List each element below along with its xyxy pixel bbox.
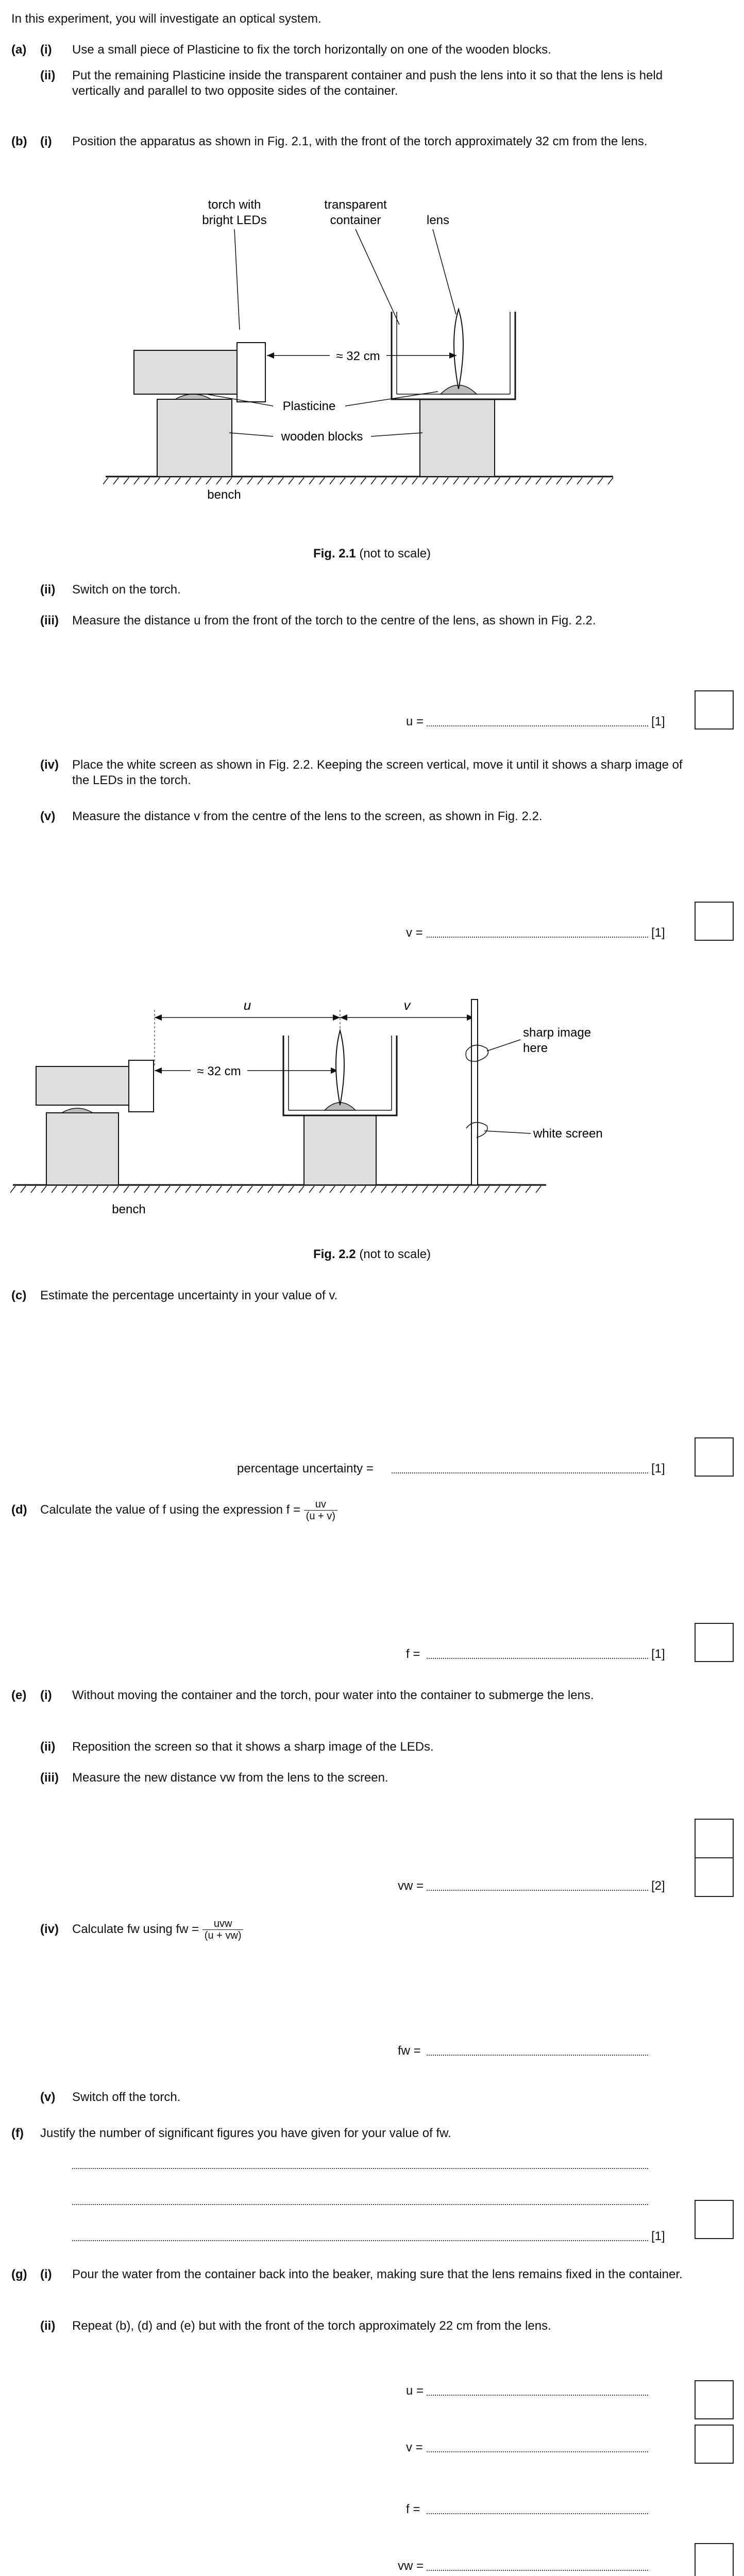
fig2-label-white-screen: white screen: [533, 1127, 603, 1141]
q-e-iv-label: (iv): [40, 1922, 59, 1936]
fig2-label-sharp-line1: sharp image: [523, 1026, 591, 1040]
q-b-iii-text: Measure the distance u from the front of the torch to the centre of the lens, as shown in Fig. 2.2.: [72, 614, 596, 628]
mark-box-b-iii: [695, 690, 734, 730]
q-b-iii-label: (iii): [40, 614, 59, 628]
v-marks: [1]: [651, 926, 665, 940]
fig2-caption: [0, 1247, 744, 1262]
q-a-i-label: (i): [40, 43, 52, 57]
g-u-line[interactable]: [427, 2395, 648, 2396]
q-b-i-text: Position the apparatus as shown in Fig. 2.1, with the front of the torch approximately 32 cm from the lens.: [72, 134, 648, 148]
q-d-fraction: [304, 1499, 337, 1522]
q-e-i-label: (i): [40, 1688, 52, 1702]
figure-2-2: [10, 979, 690, 1236]
q-g-ii-text: Repeat (b), (d) and (e) but with the front of the torch approximately 22 cm from the lens.: [72, 2319, 551, 2333]
q-e-label: (e): [11, 1688, 27, 1702]
f-answer-label: f =: [406, 1647, 420, 1661]
vw-answer-line[interactable]: [427, 1890, 648, 1891]
fig2-label-sharp-line2: here: [523, 1041, 548, 1055]
q-c-label: (c): [11, 1289, 27, 1302]
g-f-label: f =: [406, 2502, 420, 2516]
q-e-iii-text: Measure the new distance vw from the lens to the screen.: [72, 1771, 388, 1785]
fig1-caption: [0, 546, 744, 562]
q-g-label: (g): [11, 2267, 27, 2281]
q-b-iv-label: (iv): [40, 758, 59, 772]
q-e-frac-num: uvw: [202, 1918, 244, 1930]
q-b-v-text: Measure the distance v from the centre of the lens to the screen, as shown in Fig. 2.2.: [72, 809, 543, 823]
q-f-label: (f): [11, 2126, 24, 2140]
f-marks: [1]: [651, 2229, 665, 2243]
fig2-wooden-block-left: [46, 1113, 119, 1185]
g-v-line[interactable]: [427, 2451, 648, 2452]
q-e-ii-label: (ii): [40, 1740, 56, 1754]
q-c-text: Estimate the percentage uncertainty in your value of v.: [40, 1289, 338, 1302]
q-b-label: (b): [11, 134, 27, 148]
fig2-white-screen: [471, 999, 478, 1185]
c-marks: [1]: [651, 1462, 665, 1476]
q-f-text: Justify the number of significant figures you have given for your value of fw.: [40, 2126, 451, 2140]
q-d-text-main: Calculate the value of f using the expression f =: [40, 1503, 300, 1517]
fig2-bench-hatching: [10, 1186, 541, 1193]
fig1-label-container-line1: transparent: [324, 198, 387, 212]
e-vw-marks: [2]: [651, 1879, 665, 1893]
mark-box-g-2: [695, 2425, 734, 2464]
c-answer-label: percentage uncertainty =: [237, 1462, 374, 1476]
u-marks: [1]: [651, 715, 665, 728]
fig2-label-u: u: [243, 997, 251, 1013]
q-b-ii-label: (ii): [40, 583, 56, 597]
q-e-fraction: [202, 1918, 244, 1941]
q-e-v-label: (v): [40, 2090, 56, 2104]
mark-box-b-v: [695, 902, 734, 941]
fig2-torch: [36, 1066, 129, 1105]
fig1-label-lens: lens: [426, 213, 450, 227]
mark-box-c: [695, 1437, 734, 1477]
q-a-ii-text: Put the remaining Plasticine inside the transparent container and push the lens into it so that the lens is held vertically and parallel to two opposite sides of the container.: [72, 69, 663, 98]
f-answer-line[interactable]: [427, 1658, 648, 1659]
fw-answer-line[interactable]: [427, 2055, 648, 2056]
q-d-text: [40, 1497, 337, 1523]
f-answer-line-3[interactable]: [72, 2240, 648, 2241]
mark-box-f: [695, 2200, 734, 2239]
q-g-ii-label: (ii): [40, 2319, 56, 2333]
fig1-label-torch-line2: bright LEDs: [202, 213, 267, 227]
g-u-label: u =: [406, 2384, 424, 2398]
q-a-ii-label: (ii): [40, 69, 56, 82]
v-answer-line[interactable]: [427, 937, 648, 938]
fig2-caption-bold: Fig. 2.2: [313, 1247, 356, 1261]
fig1-label-torch-line1: torch with: [208, 198, 261, 212]
fig1-label-bench: bench: [207, 488, 241, 502]
g-vw-label: vw =: [398, 2559, 424, 2573]
fig2-label-v: v: [403, 997, 411, 1013]
fig2-label-distance: ≈ 32 cm: [197, 1064, 241, 1078]
q-g-i-label: (i): [40, 2267, 52, 2281]
fig1-lens: [454, 309, 463, 389]
fig2-lens: [336, 1030, 344, 1105]
fig2-caption-rest: (not to scale): [359, 1247, 431, 1261]
mark-box-g-3: [695, 2543, 734, 2576]
fig1-label-container-line2: container: [330, 213, 381, 227]
q-b-v-label: (v): [40, 809, 56, 823]
f-answer-line-2[interactable]: [72, 2204, 648, 2205]
fig1-bench-hatching: [103, 478, 613, 484]
q-g-i-text: Pour the water from the container back into the beaker, making sure that the lens remains fixed in the container.: [72, 2267, 683, 2281]
q-e-v-text: Switch off the torch.: [72, 2090, 181, 2104]
v-answer-label: v =: [406, 926, 423, 940]
fig1-label-wooden-blocks: wooden blocks: [281, 430, 363, 444]
u-answer-label: u =: [406, 715, 424, 728]
q-a-i-text: Use a small piece of Plasticine to fix the torch horizontally on one of the wooden blocks.: [72, 43, 551, 57]
g-vw-line[interactable]: [427, 2570, 648, 2571]
q-b-ii-text: Switch on the torch.: [72, 583, 181, 597]
figure-2-1: [103, 185, 618, 520]
q-d-label: (d): [11, 1503, 27, 1517]
fig1-torch: [134, 350, 237, 394]
fig1-label-distance: ≈ 32 cm: [336, 349, 380, 363]
q-e-i-text: Without moving the container and the torch, pour water into the container to submerge the lens.: [72, 1688, 594, 1702]
fig1-label-plasticine: Plasticine: [282, 399, 336, 413]
vw-answer-label: vw =: [398, 1879, 424, 1893]
fig1-wooden-block-left: [157, 399, 232, 477]
fig1-caption-rest: (not to scale): [359, 547, 431, 561]
mark-box-g-1: [695, 2380, 734, 2419]
q-e-ii-text: Reposition the screen so that it shows a sharp image of the LEDs.: [72, 1740, 434, 1754]
g-f-line[interactable]: [427, 2513, 648, 2514]
q-e-iv-text: [72, 1917, 243, 1942]
mark-box-d: [695, 1623, 734, 1662]
q-d-frac-num: uv: [304, 1499, 337, 1511]
q-b-iv-text: Place the white screen as shown in Fig. 2.2. Keeping the screen vertical, move it until it shows a sharp image of the LEDs in the torch.: [72, 758, 683, 787]
q-a-label: (a): [11, 43, 27, 57]
q-d-frac-den: (u + v): [306, 1511, 335, 1522]
q-b-i-label: (i): [40, 134, 52, 148]
fig2-wooden-block-right: [304, 1115, 376, 1185]
intro-text: In this experiment, you will investigate an optical system.: [11, 12, 322, 26]
q-e-frac-den: (u + vw): [204, 1930, 242, 1942]
g-v-label: v =: [406, 2441, 423, 2454]
q-e-iii-label: (iii): [40, 1771, 59, 1785]
fig1-wooden-block-right: [420, 399, 495, 477]
d-marks: [1]: [651, 1647, 665, 1661]
u-answer-line[interactable]: [427, 725, 648, 726]
q-e-iv-text-main: Calculate fw using fw =: [72, 1922, 199, 1936]
fw-answer-label: fw =: [398, 2044, 421, 2058]
fig2-label-bench: bench: [112, 1202, 146, 1216]
f-answer-line-1[interactable]: [72, 2168, 648, 2169]
c-answer-line[interactable]: [392, 1472, 648, 1473]
fig1-caption-bold: Fig. 2.1: [313, 547, 356, 561]
